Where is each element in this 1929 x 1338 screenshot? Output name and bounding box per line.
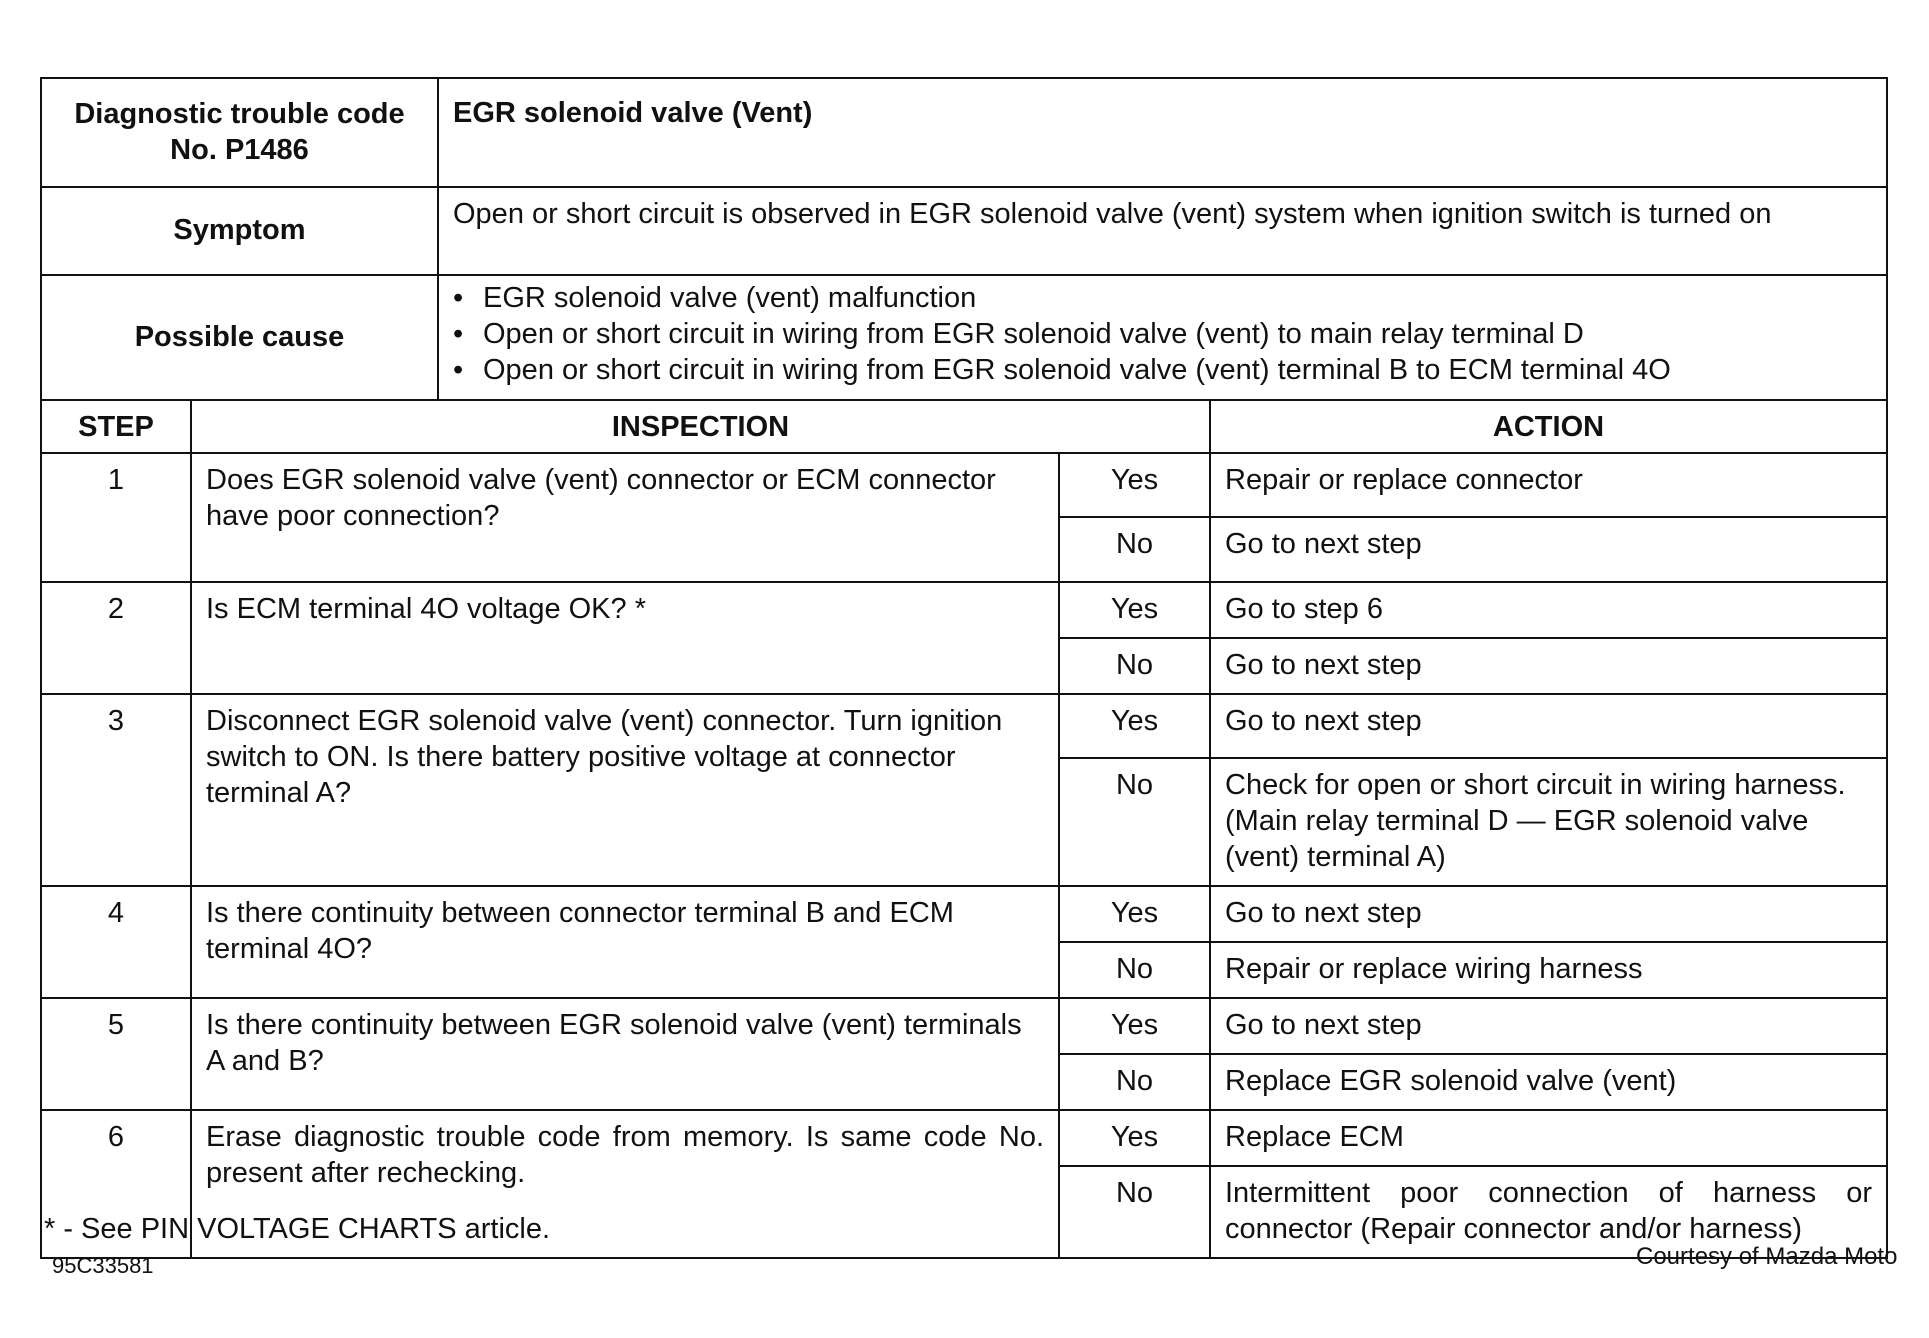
step-number: 4 [41,886,191,998]
step-row-yes [41,886,1887,942]
step-number: 2 [41,582,191,694]
yes-action: Go to next step [1210,694,1887,758]
step-number: 1 [41,453,191,582]
yes-action: Repair or replace connector [1210,453,1887,517]
symptom-label: Symptom [41,187,438,275]
header-cause-row [41,275,1887,400]
step-number: 3 [41,694,191,886]
cause-item: • Open or short circuit in wiring from EGR solenoid valve (vent) terminal B to ECM terminal 4O [453,352,1872,388]
diagnostic-table [40,77,1888,1259]
cause-list [453,280,1872,388]
no-action: Replace EGR solenoid valve (vent) [1210,1054,1887,1110]
cause-item: • Open or short circuit in wiring from EGR solenoid valve (vent) to main relay terminal D [453,316,1872,352]
no-label: No [1059,1054,1210,1110]
yes-label: Yes [1059,1110,1210,1166]
inspection-text: Does EGR solenoid valve (vent) connector or ECM connector have poor connection? [191,453,1059,582]
trouble-code-label: Diagnostic trouble code No. P1486 [41,78,438,187]
yes-action: Go to next step [1210,886,1887,942]
figure-code: 95C33581 [52,1253,154,1278]
step-row-yes [41,453,1887,517]
inspection-text: Disconnect EGR solenoid valve (vent) connector. Turn ignition switch to ON. Is there battery positive voltage at connector terminal A? [191,694,1059,886]
courtesy-credit: Courtesy of Mazda Moto [1636,1243,1898,1270]
no-action: Intermittent poor connection of harness or connector (Repair connector and/or harness) [1210,1166,1887,1258]
inspection-text: Is ECM terminal 4O voltage OK? * [191,582,1059,694]
header-symptom-row [41,187,1887,275]
no-action: Go to next step [1210,517,1887,582]
no-action: Repair or replace wiring harness [1210,942,1887,998]
step-row-yes [41,998,1887,1054]
step-row-yes [41,694,1887,758]
action-column-header: ACTION [1210,400,1887,453]
no-label: No [1059,517,1210,582]
step-column-header: STEP [41,400,191,453]
step-number: 5 [41,998,191,1110]
possible-cause-cell [438,275,1887,400]
no-action: Go to next step [1210,638,1887,694]
step-row-yes [41,1110,1887,1166]
header-code-row [41,78,1887,187]
no-label: No [1059,942,1210,998]
inspection-text: Is there continuity between EGR solenoid valve (vent) terminals A and B? [191,998,1059,1110]
component-title: EGR solenoid valve (Vent) [438,78,1887,187]
yes-action: Go to step 6 [1210,582,1887,638]
yes-label: Yes [1059,694,1210,758]
diagnostic-sheet [40,77,1886,1259]
possible-cause-label: Possible cause [41,275,438,400]
footnote: * - See PIN VOLTAGE CHARTS article. [44,1213,551,1245]
inspection-text: Is there continuity between connector terminal B and ECM terminal 4O? [191,886,1059,998]
inspection-column-header: INSPECTION [191,400,1210,453]
yes-label: Yes [1059,886,1210,942]
no-label: No [1059,638,1210,694]
yes-label: Yes [1059,582,1210,638]
yes-label: Yes [1059,453,1210,517]
cause-item: • EGR solenoid valve (vent) malfunction [453,280,1872,316]
yes-action: Replace ECM [1210,1110,1887,1166]
yes-label: Yes [1059,998,1210,1054]
step-number: 6 [41,1110,191,1258]
yes-action: Go to next step [1210,998,1887,1054]
symptom-text: Open or short circuit is observed in EGR solenoid valve (vent) system when ignition switch is turned on [438,187,1887,275]
inspection-text: Erase diagnostic trouble code from memory. Is same code No. present after rechecking. [191,1110,1059,1258]
no-label: No [1059,758,1210,886]
column-header-row [41,400,1887,453]
no-label: No [1059,1166,1210,1258]
step-row-yes [41,582,1887,638]
no-action: Check for open or short circuit in wiring harness. (Main relay terminal D — EGR solenoid valve (vent) terminal A) [1210,758,1887,886]
